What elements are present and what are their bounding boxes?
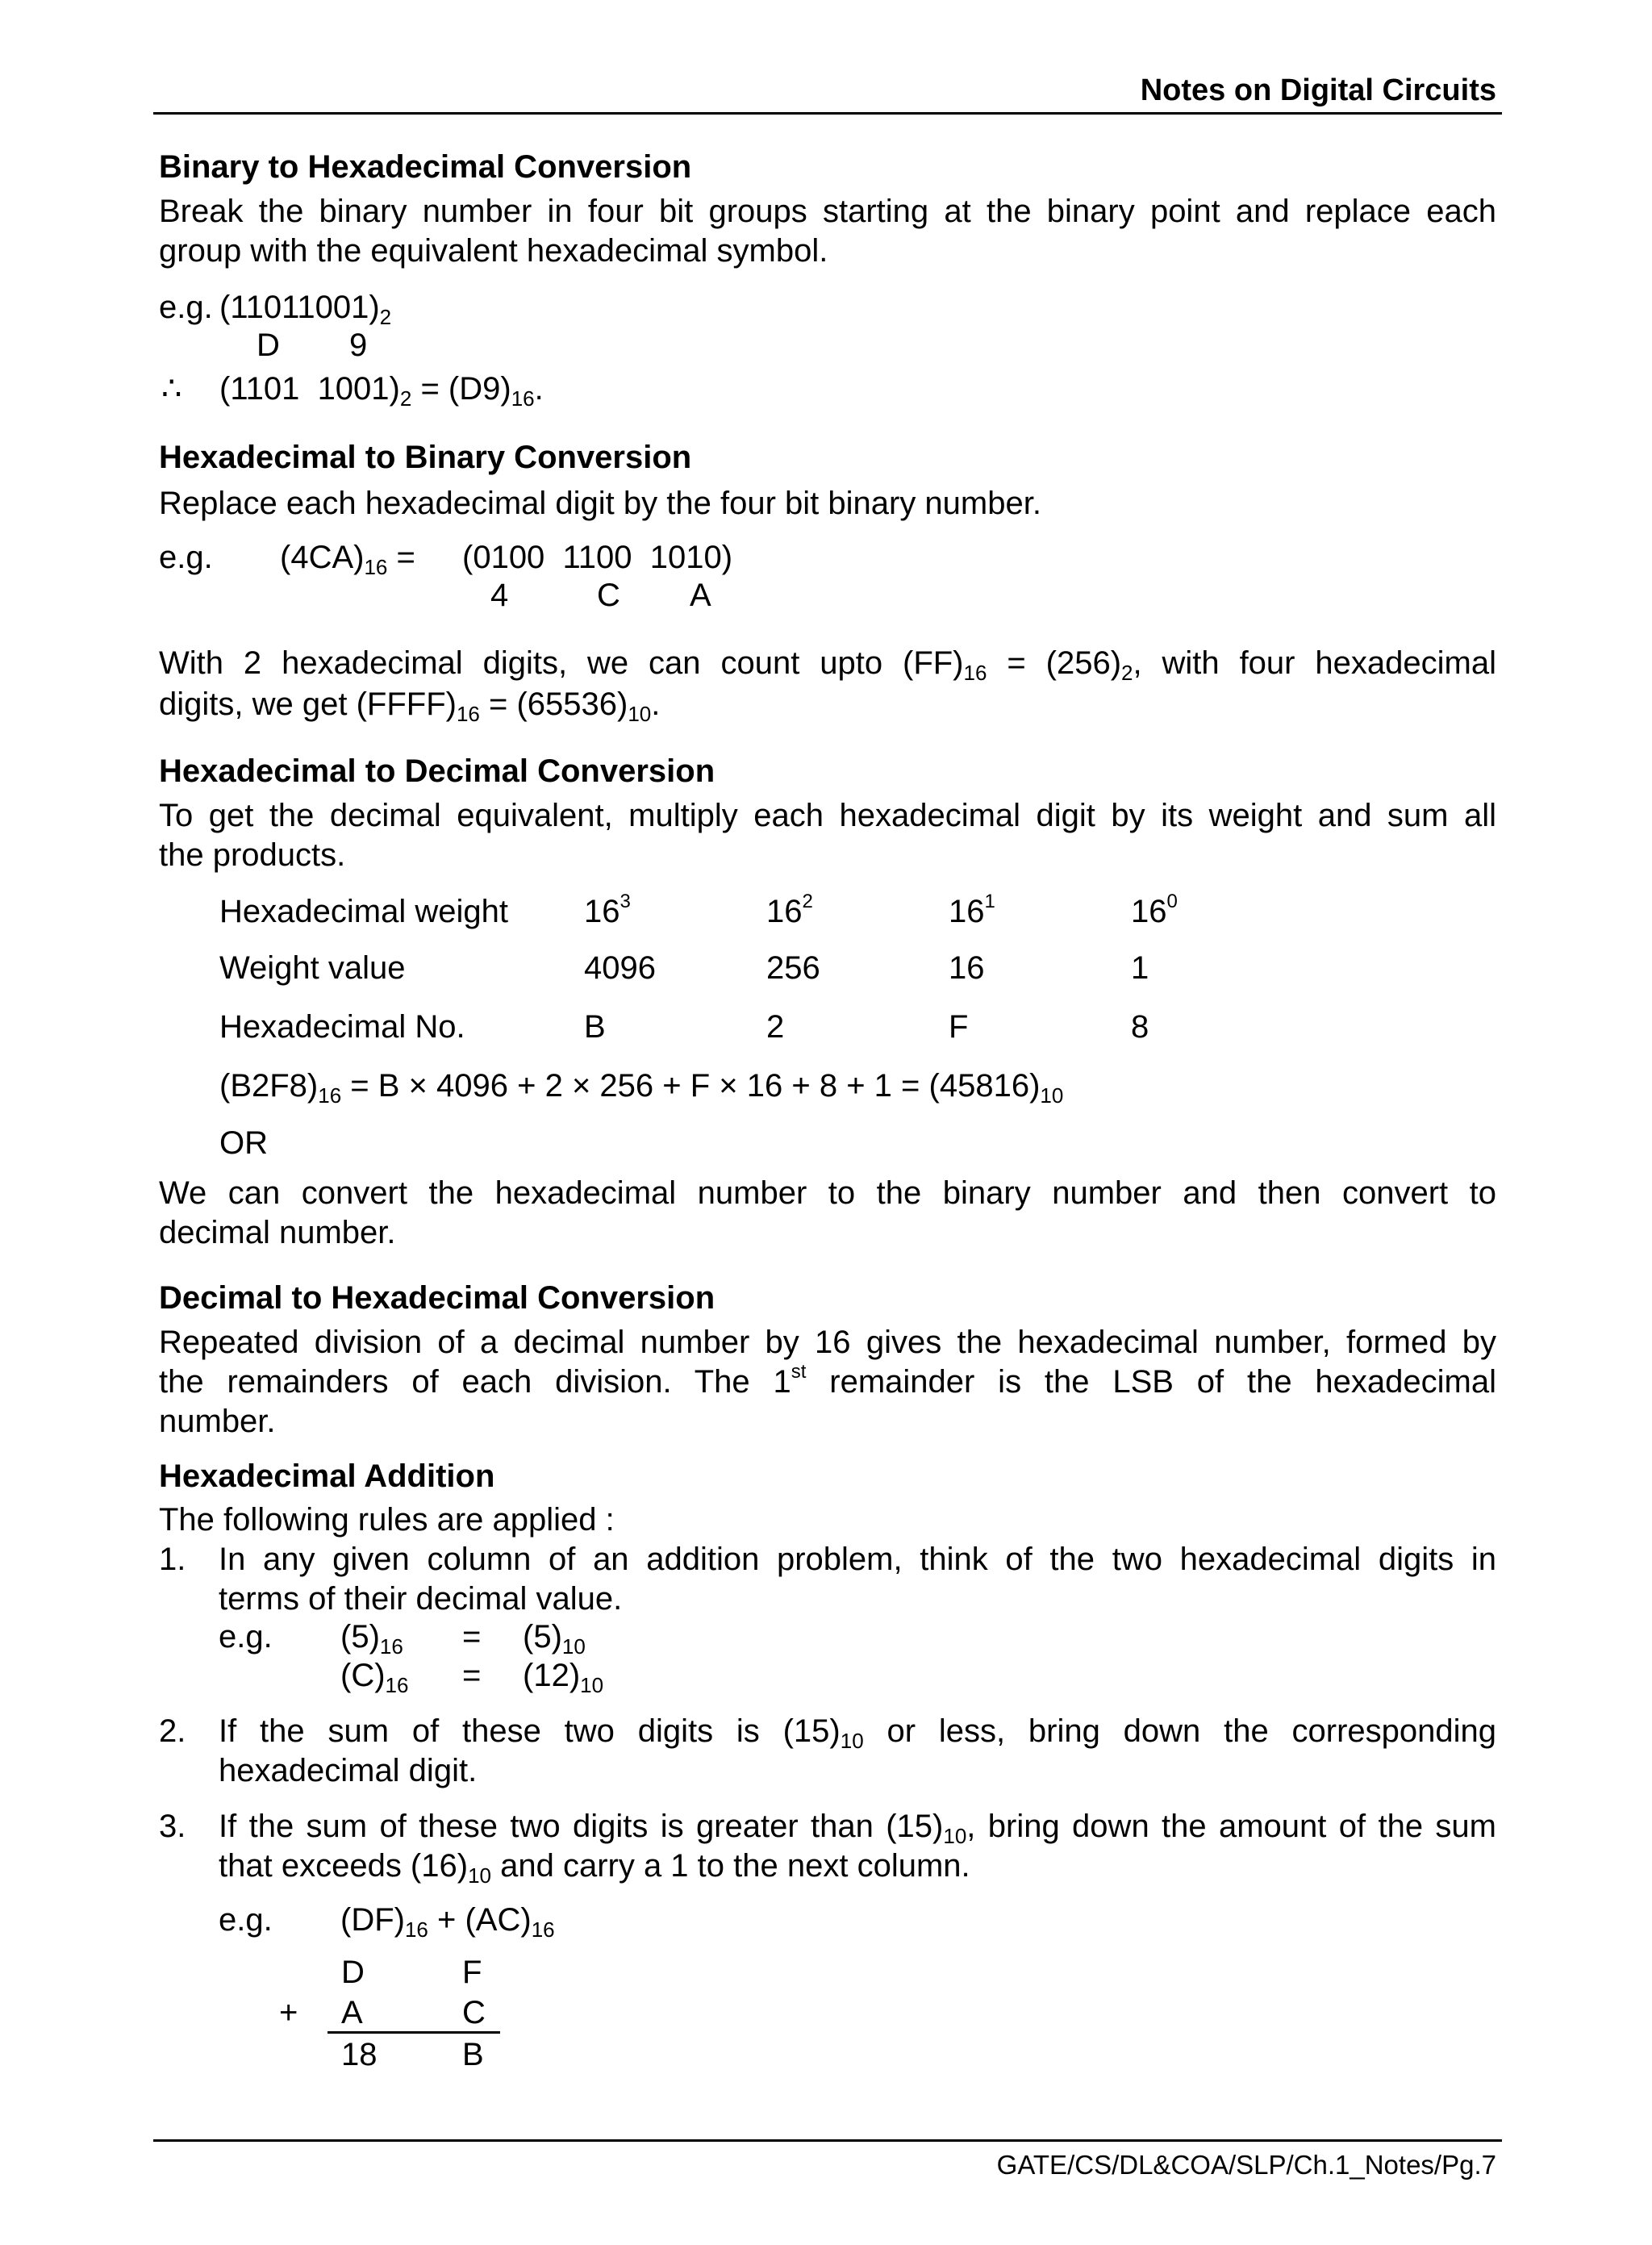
base-subscript: 2 <box>399 386 412 411</box>
equals-sign: = <box>462 1619 482 1655</box>
paragraph-line <box>159 685 660 724</box>
binary-value: (11011001) <box>219 290 380 325</box>
paragraph-line: the products. <box>159 837 346 873</box>
table-cell: 4096 <box>584 950 656 986</box>
base-subscript: 10 <box>840 1729 864 1753</box>
text-run: = (65536) <box>479 686 628 722</box>
equals-sign: = <box>387 540 415 575</box>
base-subscript: 10 <box>1040 1083 1064 1108</box>
base-subscript: 16 <box>379 1634 403 1659</box>
example-lhs <box>280 538 415 577</box>
table-row-label: Weight value <box>219 950 406 986</box>
paragraph-line: number. <box>159 1404 276 1439</box>
addend-digit: C <box>462 1995 486 2030</box>
example-rhs <box>523 1617 586 1659</box>
header-rule <box>153 112 1502 115</box>
section-heading-dec-to-hex: Decimal to Hexadecimal Conversion <box>159 1280 715 1316</box>
list-item-line <box>219 1807 1496 1846</box>
base-subscript: 2 <box>379 305 392 329</box>
result-binary: (1101 1001) <box>219 371 400 407</box>
weight-base: 16 <box>1131 894 1167 929</box>
text-run: and carry a 1 to the next column. <box>490 1848 970 1884</box>
section-heading-hex-to-dec: Hexadecimal to Decimal Conversion <box>159 753 715 789</box>
text-run: With 2 hexadecimal digits, we can count upto (FF) <box>159 645 964 681</box>
period: . <box>534 371 544 407</box>
table-cell: 256 <box>766 950 820 986</box>
example-lhs <box>340 1656 408 1695</box>
therefore-symbol: ∴ <box>161 371 182 407</box>
paragraph-line <box>159 644 1496 683</box>
paragraph-line <box>159 1362 1496 1402</box>
text-run: If the sum of these two digits is (15) <box>219 1713 841 1749</box>
table-cell <box>766 892 813 931</box>
example-number <box>219 288 391 327</box>
text-run: , with four hexadecimal <box>1133 645 1496 681</box>
hex-digit: 9 <box>349 328 368 363</box>
text-run: that exceeds (16) <box>219 1848 469 1884</box>
base-subscript: 16 <box>531 1917 555 1942</box>
text-run: remainder is the LSB of the hexadecimal <box>806 1364 1496 1400</box>
base-subscript: 16 <box>404 1917 428 1942</box>
base-subscript: 10 <box>468 1863 491 1888</box>
weight-exponent: 1 <box>984 891 995 912</box>
text-run: If the sum of these two digits is greater than (15) <box>219 1809 944 1844</box>
table-cell <box>949 892 995 931</box>
text-run: (5) <box>340 1619 380 1655</box>
base-subscript: 16 <box>963 661 987 685</box>
ordinal-superscript: st <box>791 1361 807 1383</box>
weight-exponent: 2 <box>802 891 813 912</box>
nibble-label: A <box>690 578 711 613</box>
text-run: (DF) <box>340 1902 405 1938</box>
addend-digit: A <box>341 1995 363 2030</box>
base-subscript: 16 <box>364 555 388 579</box>
footer-rule <box>153 2139 1502 2142</box>
table-cell <box>1131 892 1178 931</box>
base-subscript: 16 <box>385 1673 409 1697</box>
text-run: = (256) <box>987 645 1122 681</box>
weight-exponent: 3 <box>620 891 631 912</box>
example-label: e.g. <box>219 1902 273 1938</box>
table-cell: 1 <box>1131 950 1149 986</box>
text-run: digits, we get (FFFF) <box>159 686 457 722</box>
weight-base: 16 <box>584 894 620 929</box>
section-heading-bin-to-hex: Binary to Hexadecimal Conversion <box>159 149 692 185</box>
text-run: (B2F8) <box>219 1068 319 1104</box>
text-run: , bring down the amount of the sum <box>966 1809 1497 1844</box>
addition-expression <box>340 1901 555 1942</box>
table-row-label: Hexadecimal No. <box>219 1009 465 1045</box>
text-run: the remainders of each division. The 1 <box>159 1364 791 1400</box>
equals-sign: = <box>462 1658 482 1693</box>
text-run: (12) <box>523 1658 581 1693</box>
base-subscript: 16 <box>511 386 535 411</box>
sum-digit: B <box>462 2037 484 2072</box>
example-label: e.g. <box>159 290 213 325</box>
base-subscript: 2 <box>1121 661 1133 685</box>
base-subscript: 10 <box>580 1673 604 1697</box>
sum-line <box>327 2031 500 2034</box>
base-subscript: 10 <box>943 1824 967 1848</box>
paragraph-line: Replace each hexadecimal digit by the four bit binary number. <box>159 486 1041 521</box>
example-rhs <box>523 1656 603 1695</box>
base-subscript: 10 <box>628 702 652 726</box>
table-row-label: Hexadecimal weight <box>219 894 508 929</box>
weight-base: 16 <box>949 894 985 929</box>
weight-exponent: 0 <box>1166 891 1178 912</box>
list-number: 3. <box>159 1809 186 1844</box>
or-label: OR <box>219 1125 268 1161</box>
table-cell: F <box>949 1009 969 1045</box>
paragraph-line: The following rules are applied : <box>159 1502 615 1538</box>
weight-base: 16 <box>766 894 803 929</box>
example-label: e.g. <box>159 540 213 575</box>
section-heading-hex-addition: Hexadecimal Addition <box>159 1458 495 1494</box>
plus-sign: + <box>279 1995 298 2030</box>
table-cell: B <box>584 1009 606 1045</box>
running-title: Notes on Digital Circuits <box>1140 73 1496 107</box>
table-cell: 8 <box>1131 1009 1149 1045</box>
section-heading-hex-to-bin: Hexadecimal to Binary Conversion <box>159 440 692 475</box>
hex-digit: D <box>257 328 280 363</box>
nibble-label: C <box>597 578 620 613</box>
example-label: e.g. <box>219 1619 273 1655</box>
paragraph-line: To get the decimal equivalent, multiply each hexadecimal digit by its weight and sum all <box>159 798 1496 833</box>
example-rhs: (0100 1100 1010) <box>462 540 733 575</box>
paragraph-line: We can convert the hexadecimal number to the binary number and then convert to <box>159 1175 1496 1211</box>
base-subscript: 16 <box>318 1083 342 1108</box>
addend-digit: D <box>341 1955 365 1990</box>
paragraph-line: group with the equivalent hexadecimal symbol. <box>159 233 828 269</box>
hex-value: (4CA) <box>280 540 365 575</box>
text-run: . <box>651 686 661 722</box>
list-number: 1. <box>159 1542 186 1577</box>
text-run: (5) <box>523 1619 562 1655</box>
list-item-line <box>219 1712 1496 1751</box>
text-run: + (AC) <box>428 1902 532 1938</box>
list-item-line: terms of their decimal value. <box>219 1581 623 1617</box>
base-subscript: 10 <box>561 1634 586 1659</box>
addend-digit: F <box>462 1955 482 1990</box>
example-lhs <box>340 1617 403 1659</box>
list-number: 2. <box>159 1713 186 1749</box>
list-item-line <box>219 1846 970 1888</box>
result-hex: = (D9) <box>411 371 511 407</box>
base-subscript: 16 <box>456 702 480 726</box>
paragraph-line: decimal number. <box>159 1215 396 1250</box>
expansion-equation <box>219 1066 1064 1108</box>
text-run: (C) <box>340 1658 386 1693</box>
page-reference: GATE/CS/DL&COA/SLP/Ch.1_Notes/Pg.7 <box>996 2150 1496 2180</box>
text-run: = B × 4096 + 2 × 256 + F × 16 + 8 + 1 = (45816) <box>341 1068 1041 1104</box>
table-cell: 16 <box>949 950 985 986</box>
text-run: or less, bring down the corresponding <box>863 1713 1496 1749</box>
table-cell <box>584 892 631 931</box>
table-cell: 2 <box>766 1009 785 1045</box>
sum-digit: 18 <box>341 2037 378 2072</box>
list-item-line: hexadecimal digit. <box>219 1753 478 1788</box>
list-item-line: In any given column of an addition problem, think of the two hexadecimal digits in <box>219 1542 1496 1577</box>
paragraph-line: Repeated division of a decimal number by 16 gives the hexadecimal number, formed by <box>159 1325 1496 1360</box>
paragraph-line: Break the binary number in four bit groups starting at the binary point and replace each <box>159 194 1496 229</box>
conversion-result <box>219 369 544 411</box>
nibble-label: 4 <box>490 578 509 613</box>
